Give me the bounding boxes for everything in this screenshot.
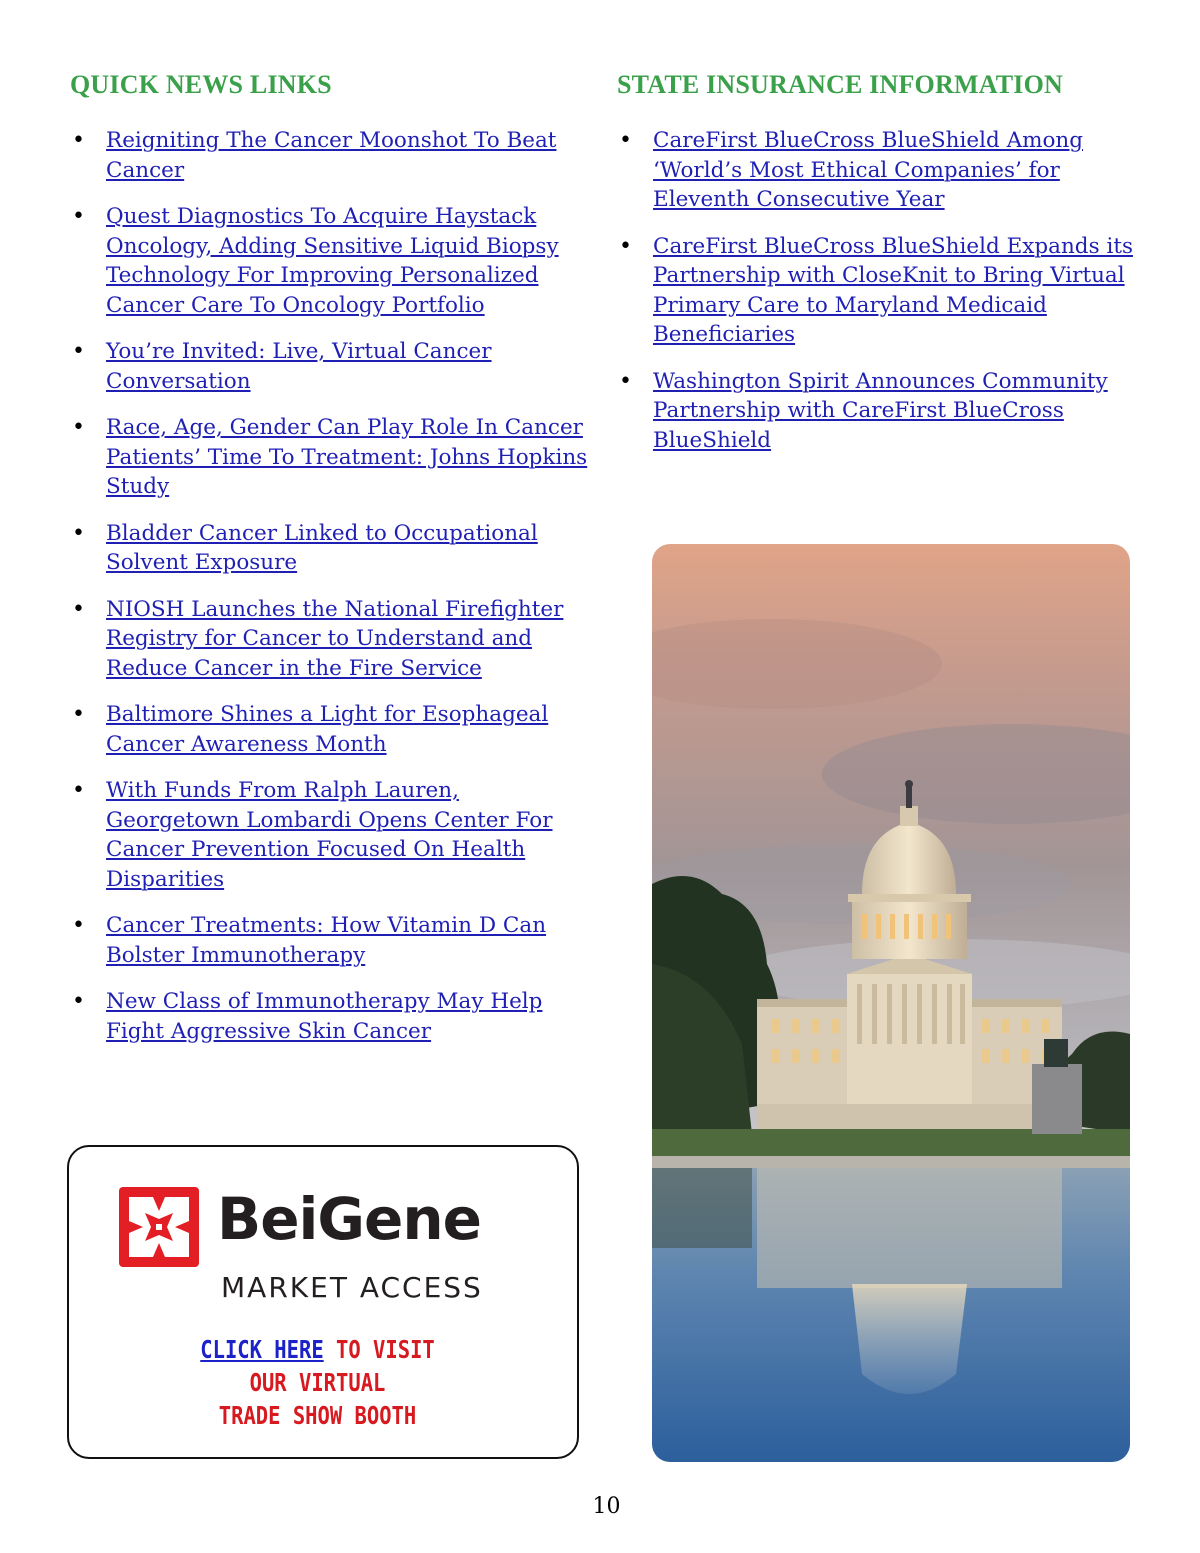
insurance-link[interactable]: Washington Spirit Announces Community Partnership with CareFirst BlueCross BlueShield — [653, 368, 1108, 453]
bullet-icon: • — [72, 520, 85, 546]
news-link[interactable]: Reigniting The Cancer Moonshot To Beat Cancer — [106, 128, 557, 183]
state-insurance-title: STATE INSURANCE INFORMATION — [617, 70, 1064, 99]
cta-line3: TRADE SHOW BOOTH — [218, 1401, 417, 1430]
bullet-icon: • — [72, 339, 85, 364]
news-link[interactable]: With Funds From Ralph Lauren, Georgetown Lombardi Opens Center For Cancer Prevention Focused On Health Disparities — [106, 778, 553, 892]
bullet-icon: • — [72, 415, 85, 440]
list-item — [70, 126, 590, 185]
state-insurance-section — [617, 70, 1157, 472]
list-item — [70, 776, 590, 894]
page-number: 10 — [592, 1494, 621, 1519]
bullet-icon: • — [72, 128, 85, 153]
news-link[interactable]: Quest Diagnostics To Acquire Haystack Oncology, Adding Sensitive Liquid Biopsy Technology For Improving Personalized Cancer Care To Oncology Portfolio — [106, 204, 559, 318]
bullet-icon: • — [619, 128, 632, 153]
news-link[interactable]: Cancer Treatments: How Vitamin D Can Bolster Immunotherapy — [106, 913, 547, 968]
bullet-icon: • — [72, 778, 85, 803]
news-link[interactable]: You’re Invited: Live, Virtual Cancer Conversation — [106, 339, 492, 394]
bullet-icon: • — [72, 989, 85, 1014]
list-item — [70, 413, 590, 502]
list-item — [70, 337, 590, 396]
quick-news-list — [70, 126, 590, 1046]
brand-subtitle: MARKET ACCESS — [221, 1271, 483, 1304]
news-link[interactable]: Baltimore Shines a Light for Esophageal Cancer Awareness Month — [106, 702, 549, 757]
bullet-icon: • — [619, 233, 632, 259]
news-link[interactable]: New Class of Immunotherapy May Help Fight Aggressive Skin Cancer — [106, 989, 543, 1044]
list-item — [70, 202, 590, 320]
beigene-logo-icon — [119, 1187, 199, 1271]
news-link[interactable]: NIOSH Launches the National Firefighter Registry for Cancer to Understand and Reduce Cancer in the Fire Service — [106, 596, 564, 681]
list-item — [70, 987, 590, 1046]
bullet-icon: • — [72, 596, 85, 622]
list-item — [70, 700, 590, 759]
bullet-icon: • — [72, 913, 85, 938]
news-link[interactable]: Race, Age, Gender Can Play Role In Cancer Patients’ Time To Treatment: Johns Hopkins Study — [106, 415, 588, 499]
list-item — [617, 367, 1157, 456]
list-item — [70, 911, 590, 970]
bullet-icon: • — [619, 368, 632, 394]
quick-news-title: QUICK NEWS LINKS — [70, 70, 332, 99]
click-here-link[interactable]: CLICK HERE — [200, 1335, 324, 1364]
bullet-icon: • — [72, 204, 85, 229]
list-item — [617, 232, 1157, 350]
cta-line1-rest: TO VISIT — [323, 1335, 435, 1364]
cta-line2: OUR VIRTUAL — [249, 1368, 386, 1397]
insurance-link[interactable]: CareFirst BlueCross BlueShield Among ‘World’s Most Ethical Companies’ for Eleventh Consecutive Year — [653, 128, 1084, 212]
news-link[interactable]: Bladder Cancer Linked to Occupational Solvent Exposure — [106, 520, 538, 575]
list-item — [617, 126, 1157, 215]
bullet-icon: • — [72, 702, 85, 727]
insurance-link[interactable]: CareFirst BlueCross BlueShield Expands its Partnership with CloseKnit to Bring Virtual Primary Care to Maryland Medicaid Beneficiaries — [653, 233, 1133, 347]
list-item — [70, 519, 590, 578]
capitol-photo — [652, 544, 1130, 1462]
list-item — [70, 595, 590, 684]
brand-name: BeiGene — [217, 1185, 481, 1253]
cta-text — [109, 1333, 526, 1432]
quick-news-section — [70, 70, 590, 1063]
beigene-ad[interactable] — [67, 1145, 579, 1459]
state-insurance-list — [617, 126, 1157, 455]
